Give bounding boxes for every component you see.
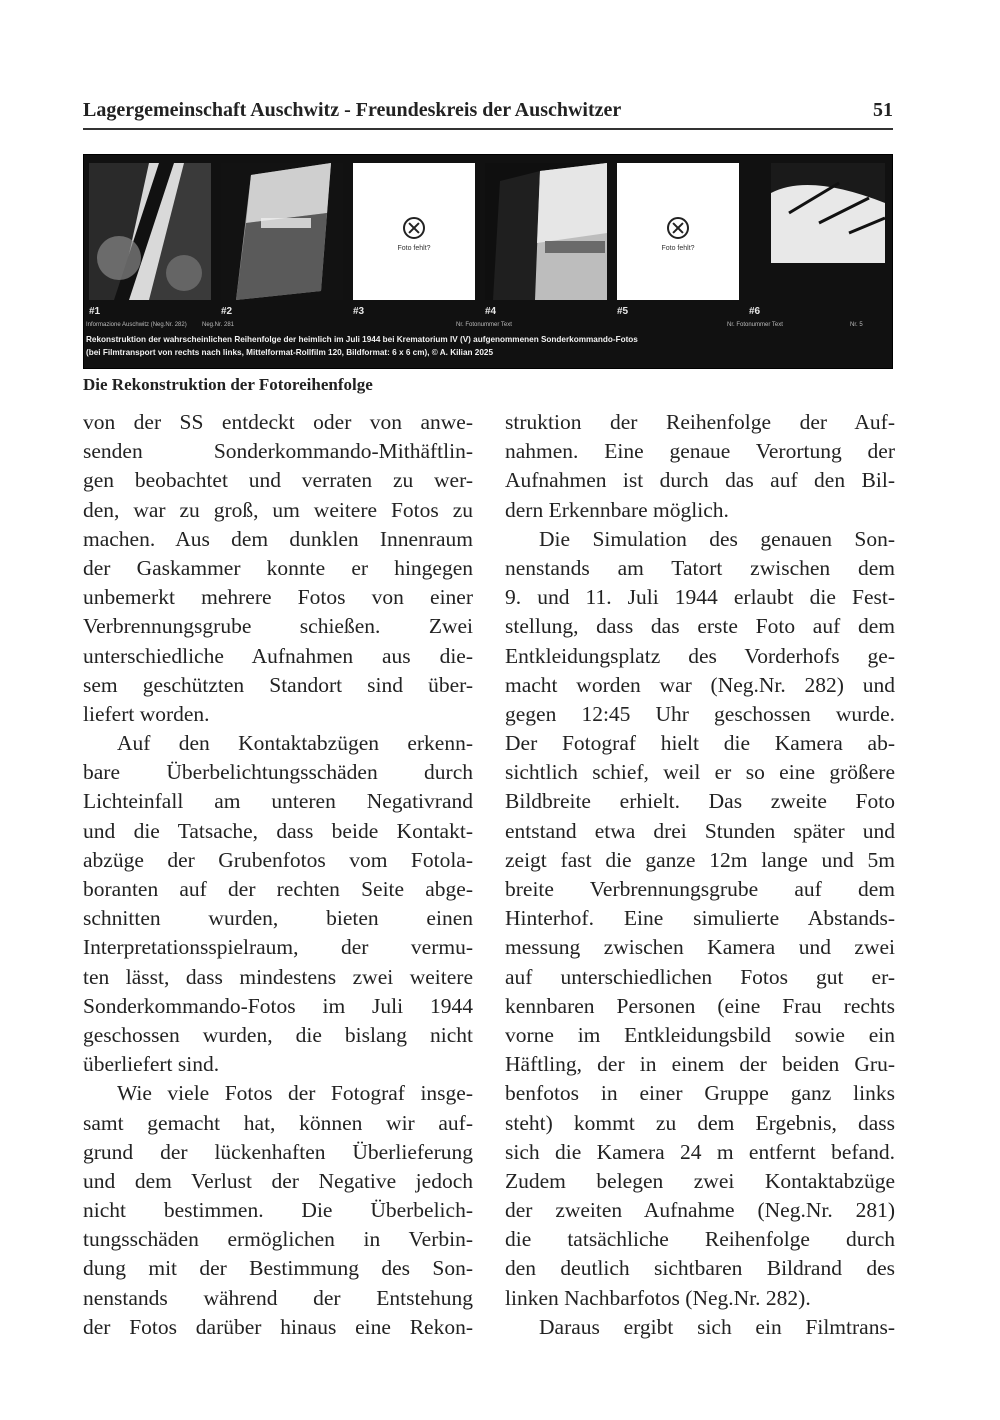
text-line: kennbaren Personen (eine Frau rechts xyxy=(505,993,895,1018)
text-line: Daraus ergibt sich ein Filmtrans- xyxy=(539,1314,895,1339)
photo-6-image xyxy=(749,163,885,300)
text-line: sich die Kamera 24 m entfernt befand. xyxy=(505,1139,895,1164)
film-frame-1 xyxy=(89,163,211,300)
text-line: entstand etwa drei Stunden später und xyxy=(505,818,895,843)
text-line: struktion der Reihenfolge der Auf- xyxy=(505,410,895,434)
text-line: sichtlich schief, weil er so eine größere xyxy=(505,760,895,785)
film-frame-5-missing xyxy=(617,163,739,300)
left-text-column xyxy=(83,408,473,1342)
text-line: nenstands während der Entstehung xyxy=(83,1285,473,1310)
text-line: Verbrennungsgrube schießen. Zwei xyxy=(83,614,473,639)
frame-credit-6: Nr. Fotonummer Text xyxy=(727,322,783,328)
text-line: 9. und 11. Juli 1944 erlaubt die Fest- xyxy=(505,585,895,610)
text-line: auf unterschiedlichen Fotos gut er- xyxy=(505,964,895,989)
text-line: Entkleidungsplatz des Vorderhofs ge- xyxy=(505,643,895,668)
text-line: samt gemacht hat, können wir auf- xyxy=(83,1110,473,1135)
text-line: dung mit der Bestimmung des Son- xyxy=(83,1256,473,1281)
text-line: geschossen wurden, die bislang nicht xyxy=(83,1022,473,1047)
text-line: machen. Aus dem dunklen Innenraum xyxy=(83,526,473,551)
text-line: Interpretationsspielraum, der vermu- xyxy=(83,935,473,960)
missing-photo-label: Foto fehlt? xyxy=(397,245,431,252)
text-line: Aufnahmen ist durch das auf den Bil- xyxy=(505,468,895,493)
text-line: Wie viele Fotos der Fotograf insge- xyxy=(117,1081,473,1106)
frame-credit-end: Nr. 5 xyxy=(850,322,863,328)
text-line: liefert worden. xyxy=(83,701,210,726)
text-line: senden Sonderkommando-Mithäftlin- xyxy=(83,439,473,464)
frame-number-2: #2 xyxy=(221,306,233,317)
text-line: schnitten wurden, bieten einen xyxy=(83,906,473,931)
figure-caption: Die Rekonstruktion der Fotoreihenfolge xyxy=(83,375,373,394)
film-frame-4 xyxy=(485,163,607,300)
text-line: vorne im Entkleidungsbild sowie ein xyxy=(505,1022,895,1047)
text-line: gen beobachtet und verraten zu wer- xyxy=(83,468,473,493)
text-line: nenstands am Tatort zwischen dem xyxy=(505,555,895,580)
text-line: den, war zu groß, um weitere Fotos zu xyxy=(83,497,473,522)
text-line: Zudem belegen zwei Kontaktabzüge xyxy=(505,1168,895,1193)
text-line: grund der lückenhaften Überlieferung xyxy=(83,1139,473,1164)
photo-4-image xyxy=(485,163,607,300)
frame-credit-1: Informazione Auschwitz (Neg.Nr. 282) xyxy=(86,322,187,328)
text-line: den deutlich sichtbaren Bildrand des xyxy=(505,1256,895,1281)
text-line: von der SS entdeckt oder von anwe- xyxy=(83,410,473,434)
missing-photo-label: Foto fehlt? xyxy=(661,245,695,252)
text-line: die tatsächliche Reihenfolge durch xyxy=(505,1227,895,1252)
text-line: steht) kommt zu dem Ergebnis, dass xyxy=(505,1110,895,1135)
running-header xyxy=(83,96,893,130)
filmstrip-caption-line-1: Rekonstruktion der wahrscheinlichen Reihenfolge der heimlich im Juli 1944 bei Krematorium IV (V) aufgenommenen Sonderkommando-Fotos xyxy=(86,335,638,344)
frame-credit-2: Neg.Nr. 281 xyxy=(202,322,235,328)
frame-number-5: #5 xyxy=(617,306,629,317)
frame-number-6: #6 xyxy=(749,306,761,317)
text-line: bare Überbelichtungsschäden durch xyxy=(83,760,473,785)
text-line: und dem Verlust der Negative jedoch xyxy=(83,1168,473,1193)
text-line: zeigt fast die ganze 12m lange und 5m xyxy=(505,847,895,872)
film-frame-3-missing xyxy=(353,163,475,300)
frame-number-4: #4 xyxy=(485,306,497,317)
journal-title: Lagergemeinschaft Auschwitz - Freundeskreis der Auschwitzer xyxy=(83,99,622,121)
text-line: dern Erkennbare möglich. xyxy=(505,497,729,522)
text-line: boranten auf der rechten Seite abge- xyxy=(83,877,473,901)
filmstrip-caption-line-2: (bei Filmtransport von rechts nach links, Mittelformat-Rollfilm 120, Bildformat: 6 x 6 cm), © A. Kilian 2025 xyxy=(86,348,494,357)
text-line: Bildbreite erhielt. Das zweite Foto xyxy=(505,789,895,814)
filmstrip-figure xyxy=(83,154,893,369)
text-line: messung zwischen Kamera und zwei xyxy=(505,935,895,960)
text-line: überliefert sind. xyxy=(83,1052,220,1077)
film-frame-2 xyxy=(221,163,343,300)
text-line: Die Simulation des genauen Son- xyxy=(539,526,895,551)
text-line: Der Fotograf hielt die Kamera ab- xyxy=(505,731,895,756)
film-frame-6 xyxy=(749,163,885,300)
missing-x-icon xyxy=(403,217,425,239)
text-line: breite Verbrennungsgrube auf dem xyxy=(505,877,895,901)
text-line: Sonderkommando-Fotos im Juli 1944 xyxy=(83,993,473,1018)
text-line: nahmen. Eine genaue Verortung der xyxy=(505,439,895,464)
text-line: unterschiedliche Aufnahmen aus die- xyxy=(83,643,473,668)
text-line: sem geschützten Standort sind über- xyxy=(83,672,473,697)
text-line: der Gaskammer konnte er hingegen xyxy=(83,555,473,580)
text-line: stellung, dass das erste Foto auf dem xyxy=(505,614,895,639)
missing-x-icon xyxy=(667,217,689,239)
text-line: macht worden war (Neg.Nr. 282) und xyxy=(505,672,895,697)
text-line: der zweiten Aufnahme (Neg.Nr. 281) xyxy=(505,1198,895,1223)
text-line: linken Nachbarfotos (Neg.Nr. 282). xyxy=(505,1285,811,1310)
frame-number-3: #3 xyxy=(353,306,365,317)
page-number: 51 xyxy=(873,99,893,121)
text-line: gegen 12:45 Uhr geschossen wurde. xyxy=(505,701,895,726)
text-line: nicht bestimmen. Die Überbelich- xyxy=(83,1198,473,1223)
text-line: Häftling, der in einem der beiden Gru- xyxy=(505,1052,895,1077)
text-line: unbemerkt mehrere Fotos von einer xyxy=(83,585,473,610)
text-line: tungsschäden ermöglichen in Verbin- xyxy=(83,1227,473,1252)
frame-credit-4: Nr. Fotonummer Text xyxy=(456,322,512,328)
text-line: der Fotos darüber hinaus eine Rekon- xyxy=(83,1314,473,1339)
photo-1-image xyxy=(89,163,211,300)
frame-number-1: #1 xyxy=(89,306,101,317)
text-line: abzüge der Grubenfotos vom Fotola- xyxy=(83,847,473,872)
photo-2-image xyxy=(221,163,343,300)
text-line: benfotos in einer Gruppe ganz links xyxy=(505,1081,895,1106)
text-line: ten lässt, dass mindestens zwei weitere xyxy=(83,964,473,989)
filmstrip-caption xyxy=(86,333,890,359)
text-line: Lichteinfall am unteren Negativrand xyxy=(83,789,473,814)
text-line: Hinterhof. Eine simulierte Abstands- xyxy=(505,906,895,931)
text-line: Auf den Kontaktabzügen erkenn- xyxy=(117,731,473,756)
right-text-column xyxy=(505,408,895,1342)
text-line: und die Tatsache, dass beide Kontakt- xyxy=(83,818,473,843)
